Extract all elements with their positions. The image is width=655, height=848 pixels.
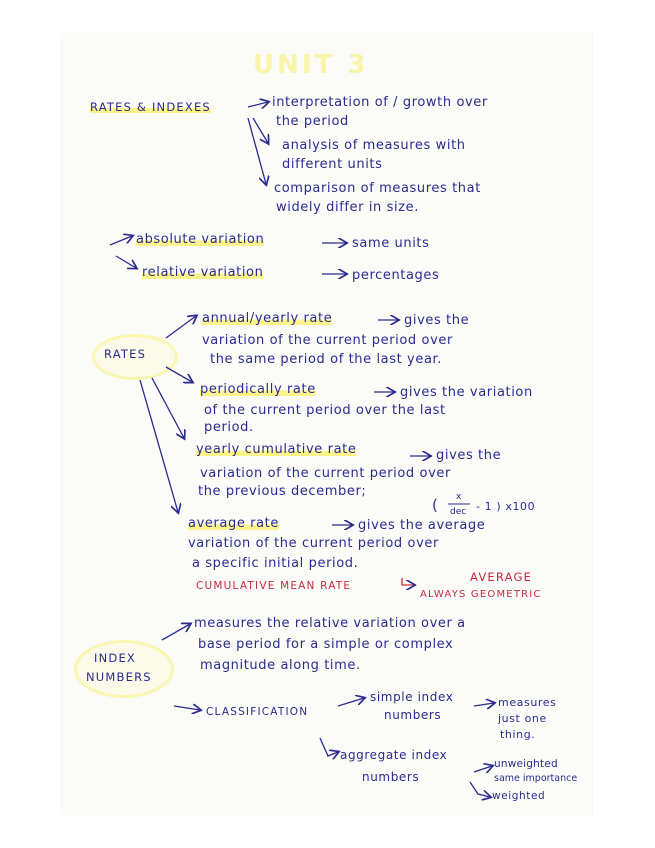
cumulative-rate-line-1: gives the — [436, 448, 502, 463]
average-red-note-3: ALWAYS GEOMETRIC — [420, 589, 542, 600]
simple-desc-line-2: just one — [498, 712, 547, 725]
cumulative-rate-label: yearly cumulative rate — [196, 442, 357, 457]
cumulative-rate-line-2: variation of the current period over — [200, 466, 451, 481]
relative-variation-label: relative variation — [142, 265, 264, 280]
absolute-variation-label: absolute variation — [136, 232, 265, 247]
weighted-label: weighted — [492, 790, 546, 802]
arrow-to-analysis — [253, 118, 268, 143]
rates-indexes-heading: RATES & INDEXES — [90, 100, 211, 114]
red-hook-arrow — [402, 578, 414, 585]
average-red-note-2: CUMULATIVE MEAN RATE — [196, 580, 352, 592]
average-rate-line-1: gives the average — [358, 518, 486, 533]
simple-index-line-2: numbers — [384, 708, 442, 722]
absolute-variation-desc: same units — [352, 236, 430, 251]
index-desc-line-1: measures the relative variation over a — [194, 616, 466, 631]
rates-indexes-line-2: the period — [276, 114, 349, 129]
classification-label: CLASSIFICATION — [206, 706, 309, 718]
arrow-to-relative — [116, 256, 136, 268]
rates-indexes-line-3: analysis of measures with — [282, 138, 466, 153]
simple-index-line-1: simple index — [370, 690, 454, 704]
aggregate-index-line-2: numbers — [362, 770, 420, 784]
page-title: UNIT 3 — [253, 50, 369, 80]
rates-indexes-line-4: different units — [282, 157, 383, 172]
annual-rate-line-3: the same period of the last year. — [210, 352, 442, 367]
relative-variation-desc: percentages — [352, 268, 440, 283]
annual-rate-line-2: variation of the current period over — [202, 333, 453, 348]
formula-numerator: x — [456, 492, 462, 502]
index-desc-line-2: base period for a simple or complex — [198, 637, 454, 652]
periodically-rate-line-2: of the current period over the last — [204, 403, 446, 418]
arrow-to-periodically — [166, 367, 192, 382]
formula-open-paren: ( — [432, 496, 439, 514]
average-red-note-1: AVERAGE — [470, 570, 533, 584]
simple-desc-line-1: measures — [498, 696, 557, 709]
arrow-to-simple — [338, 698, 364, 706]
arrow-to-unweighted — [474, 766, 492, 772]
simple-desc-line-3: thing. — [500, 728, 536, 741]
arrow-to-interpretation — [248, 102, 268, 107]
rates-heading: RATES — [104, 347, 147, 361]
arrow-to-classification — [174, 706, 200, 710]
formula-denominator: dec — [450, 507, 467, 517]
index-desc-line-3: magnitude along time. — [200, 658, 361, 673]
periodically-rate-label: periodically rate — [200, 382, 316, 397]
arrow-to-average — [140, 380, 178, 512]
rates-indexes-line-1: interpretation of / growth over — [272, 95, 488, 110]
periodically-rate-line-3: period. — [204, 420, 254, 435]
cumulative-rate-line-3: the previous december; — [198, 484, 367, 499]
arrow-to-absolute — [110, 236, 132, 245]
arrow-simple-desc — [474, 703, 494, 706]
arrow-to-index-desc — [162, 624, 190, 640]
annual-rate-line-1: gives the — [404, 313, 470, 328]
average-rate-line-3: a specific initial period. — [192, 556, 359, 571]
formula-tail: - 1 ) x100 — [476, 500, 536, 513]
annual-rate-label: annual/yearly rate — [202, 311, 333, 326]
arrow-to-comparison — [248, 118, 266, 184]
arrow-to-aggregate — [320, 738, 338, 756]
index-numbers-heading-line-1: INDEX — [94, 651, 136, 665]
arrow-to-annual — [166, 316, 196, 338]
arrow-to-cumulative — [152, 378, 184, 438]
average-rate-label: average rate — [188, 516, 279, 531]
arrow-to-weighted — [470, 782, 490, 797]
average-rate-line-2: variation of the current period over — [188, 536, 439, 551]
rates-indexes-line-6: widely differ in size. — [276, 200, 419, 215]
same-importance-label: same importance — [494, 773, 578, 784]
index-numbers-heading-line-2: NUMBERS — [86, 670, 152, 684]
aggregate-index-line-1: aggregate index — [340, 748, 448, 762]
periodically-rate-line-1: gives the variation — [400, 385, 533, 400]
unweighted-label: unweighted — [494, 758, 558, 770]
rates-indexes-line-5: comparison of measures that — [274, 181, 481, 196]
